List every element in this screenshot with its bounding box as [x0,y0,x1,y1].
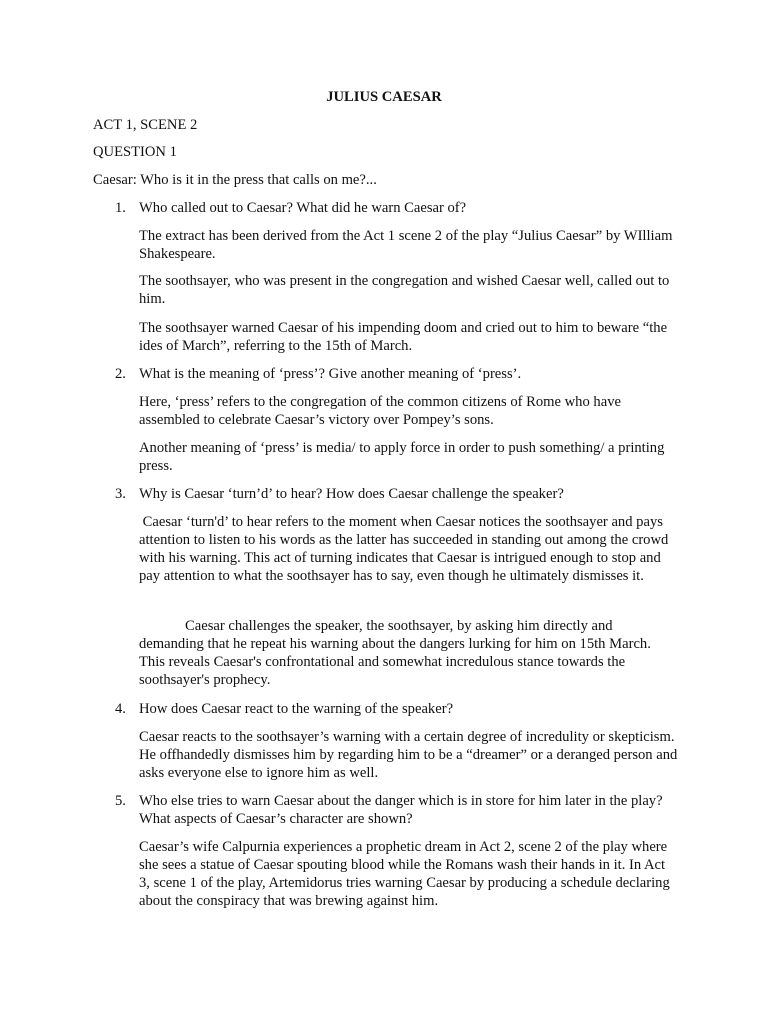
answer-paragraph: Here, ‘press’ refers to the congregation of the common citizens of Rome who have assembled to celebrate Caesar’s victory over Pompey’s sons. [139,394,621,428]
item-number: 4. [115,701,126,717]
answer-paragraph: Caesar challenges the speaker, the soothsayer, by asking him directly and demanding that he repeat his warning about the dangers lurking for him on 15th March. This reveals Caesar's confrontational and somewhat incredulous stance towards the soothsayer's prophecy. [139,618,651,688]
answer-paragraph: The extract has been derived from the Act 1 scene 2 of the play “Julius Caesar” by WIlliam Shakespeare. [139,228,673,262]
document-title: JULIUS CAESAR [326,89,442,105]
question-text: What is the meaning of ‘press’? Give another meaning of ‘press’. [139,366,522,382]
question-text: How does Caesar react to the warning of the speaker? [139,701,454,717]
item-number: 1. [115,200,126,216]
answer-paragraph: Caesar ‘turn'd’ to hear refers to the moment when Caesar notices the soothsayer and pays attention to listen to his words as the latter has succeeded in standing out among the crowd with his warning. This act of turning indicates that Caesar is intrigued enough to stop and pay attention to what the soothsayer has to say, even though he ultimately dismisses it. [139,514,672,584]
answer-paragraph: Caesar reacts to the soothsayer’s warning with a certain degree of incredulity or skepticism. He offhandedly dismisses him by regarding him to be a “dreamer” or a deranged person and asks everyone else to ignore him as well. [139,729,678,781]
answer-paragraph: The soothsayer warned Caesar of his impending doom and cried out to him to beware “the ides of March”, referring to the 15th of March. [139,320,668,354]
item-number: 3. [115,486,126,502]
answer-paragraph: Another meaning of ‘press’ is media/ to apply force in order to push something/ a printing press. [139,440,665,474]
answer-paragraph: Caesar’s wife Calpurnia experiences a prophetic dream in Act 2, scene 2 of the play where she sees a statue of Caesar spouting blood while the Romans wash their hands in it. In Act 3, scene 1 of the play, Artemidorus tries warning Caesar by producing a schedule declaring about the conspiracy that was brewing against him. [139,839,670,909]
question-text: Who else tries to warn Caesar about the danger which is in store for him later in the play? What aspects of Caesar’s character are shown? [139,793,663,827]
question-text: Who called out to Caesar? What did he warn Caesar of? [139,200,467,216]
question-heading: QUESTION 1 [93,144,177,160]
item-number: 2. [115,366,126,382]
act-scene-heading: ACT 1, SCENE 2 [93,117,198,133]
item-number: 5. [115,793,126,809]
extract-line: Caesar: Who is it in the press that calls on me?... [93,172,377,188]
answer-paragraph: The soothsayer, who was present in the congregation and wished Caesar well, called out to him. [139,273,670,307]
question-text: Why is Caesar ‘turn’d’ to hear? How does Caesar challenge the speaker? [139,486,564,502]
